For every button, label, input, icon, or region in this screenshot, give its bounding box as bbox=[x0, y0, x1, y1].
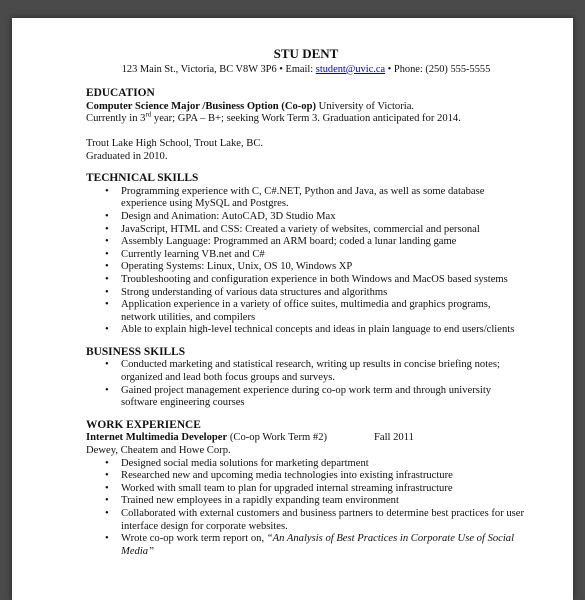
list-item: • JavaScript, HTML and CSS: Created a variety of websites, commercial and personal bbox=[86, 224, 526, 237]
education-current bbox=[86, 110, 526, 126]
list-item: • Strong understanding of various data structures and algorithms bbox=[86, 287, 526, 300]
list-item: • Currently learning VB.net and C# bbox=[86, 249, 526, 262]
highschool: Trout Lake High School, Trout Lake, BC. bbox=[86, 137, 264, 149]
technical-list bbox=[86, 186, 526, 337]
list-item bbox=[86, 533, 526, 558]
email-link[interactable]: student@uvic.ca bbox=[315, 63, 386, 75]
technical-heading: TECHNICAL SKILLS bbox=[86, 172, 199, 185]
list-item: • Able to explain high-level technical concepts and ideas in plain language to end users/clients bbox=[86, 324, 526, 337]
report-text: Wrote co-op work term report on, bbox=[121, 533, 267, 545]
list-item: • Trained new employees in a rapidly expanding team environment bbox=[86, 495, 526, 508]
education-heading: EDUCATION bbox=[86, 87, 155, 100]
current-year-sup: rd bbox=[145, 110, 152, 119]
resume-content bbox=[86, 48, 526, 558]
business-heading: BUSINESS SKILLS bbox=[86, 345, 186, 358]
list-item: • Collaborated with external customers and business partners to determine best practices for user interface design for corporate websites. bbox=[86, 508, 526, 533]
list-item: • Conducted marketing and statistical research, writing up results in concise briefing notes; organized and lead both focus groups and surveys. bbox=[86, 359, 526, 384]
resume-name: STU DENT bbox=[273, 46, 339, 61]
job-title: Internet Multimedia Developer bbox=[86, 432, 228, 444]
work-list bbox=[86, 458, 526, 559]
education-degree bbox=[86, 101, 526, 114]
list-item: • Worked with small team to plan for upgraded internal streaming infrastructure bbox=[86, 483, 526, 496]
job-date: Fall 2011 bbox=[374, 432, 414, 444]
contact-address: 123 Main St., Victoria, BC V8W 3P6 • Email: bbox=[121, 63, 316, 75]
report-title: “An Analysis of Best Practices in Corporate Use of Social Media” bbox=[121, 533, 515, 557]
list-item: • Gained project management experience during co-op work term and through university software engineering courses bbox=[86, 385, 526, 410]
list-item: • Programming experience with C, C#.NET, Python and Java, as well as some database experience using MySQL and Postgres. bbox=[86, 186, 526, 211]
current-year-text: Currently in 3 bbox=[86, 113, 146, 125]
work-heading: WORK EXPERIENCE bbox=[86, 418, 201, 431]
list-item: • Researched new and upcoming media technologies into existing infrastructure bbox=[86, 470, 526, 483]
job-title-line bbox=[86, 432, 526, 445]
job-term: (Co-op Work Term #2) bbox=[227, 432, 328, 444]
company-name: Dewey, Cheatem and Howe Corp. bbox=[86, 445, 231, 457]
degree-title: Computer Science Major /Business Option (Co-op) bbox=[86, 100, 317, 112]
contact-phone: • Phone: (250) 555-5555 bbox=[385, 63, 491, 75]
list-item: • Designed social media solutions for marketing department bbox=[86, 458, 526, 471]
list-item: • Design and Animation: AutoCAD, 3D Studio Max bbox=[86, 211, 526, 224]
business-list bbox=[86, 359, 526, 409]
document-page bbox=[12, 18, 573, 600]
contact-line bbox=[86, 64, 526, 77]
current-year-rest: year; GPA – B+; seeking Work Term 3. Graduation anticipated for 2014. bbox=[151, 113, 461, 125]
graduated: Graduated in 2010. bbox=[86, 150, 168, 162]
list-item: • Troubleshooting and configuration experience in both Windows and MacOS based systems bbox=[86, 274, 526, 287]
university-name: University of Victoria. bbox=[316, 100, 415, 112]
list-item: • Assembly Language: Programmed an ARM board; coded a lunar landing game bbox=[86, 236, 526, 249]
list-item: • Operating Systems: Linux, Unix, OS 10, Windows XP bbox=[86, 261, 526, 274]
list-item: • Application experience in a variety of office suites, multimedia and graphics programs, network utilities, and compilers bbox=[86, 299, 526, 324]
